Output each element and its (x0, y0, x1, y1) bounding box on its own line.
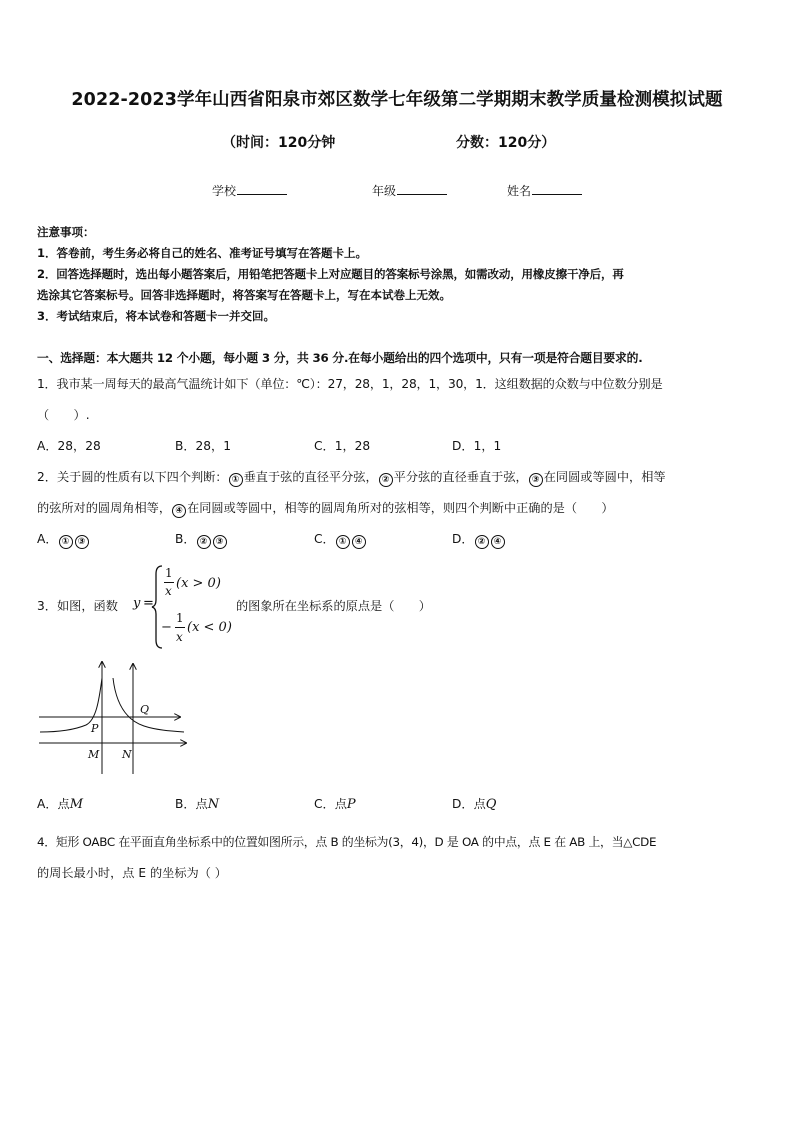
q3-option-d-label: D．点 (452, 797, 486, 811)
notes-heading: 注意事项： (37, 225, 95, 239)
q3-y: y (133, 596, 141, 611)
q4-stem-line1: 4．矩形 OABC 在平面直角坐标系中的位置如图所示，点 B 的坐标为(3，4)，D 是 OA 的中点，点 E 在 AB 上，当△CDE (37, 835, 657, 849)
q3-option-d-value: Q (485, 797, 497, 812)
q1-stem-line1: 1．我市某一周每天的最高气温统计如下（单位：℃）：27，28，1，28，1，30，1．这组数据的众数与中位数分别是 (37, 377, 663, 391)
q2-option-d (452, 530, 506, 549)
school-field (212, 182, 287, 199)
q2-option-a (37, 530, 90, 549)
q3-option-b-value: N (207, 797, 220, 812)
q3-hyperbola-figure (36, 656, 192, 780)
school-blank (237, 182, 287, 195)
q3-stem-post: 的图象所在坐标系的原点是（ ） (236, 599, 431, 613)
circled-4: ④ (352, 535, 366, 549)
q3-option-d (452, 795, 496, 812)
note-3: 3．考试结束后，将本试卷和答题卡一并交回。 (37, 309, 275, 323)
circled-4: ④ (172, 504, 186, 518)
point-n-label: N (122, 748, 132, 761)
piecewise-brace (150, 564, 166, 650)
piece2-numerator: 1 (176, 611, 184, 625)
piece1-condition: (x > 0) (176, 576, 221, 591)
circled-3: ③ (529, 473, 543, 487)
q1-stem-line2: （ ）. (37, 408, 90, 422)
q2-judgement-3: 在同圆或等圆中，相等 (543, 470, 666, 484)
q1-option-b: B．28，1 (175, 439, 231, 453)
q2-option-c (314, 530, 367, 549)
time-label: （时间：120分钟 (222, 135, 336, 151)
q2-option-b-label: B． (175, 532, 196, 546)
q3-option-a-label: A．点 (37, 797, 70, 811)
grade-label: 年级 (372, 184, 397, 198)
score-label: 分数：120分） (456, 135, 556, 151)
q3-option-b-label: B．点 (175, 797, 208, 811)
q2-option-b (175, 530, 228, 549)
q3-option-b (175, 795, 219, 812)
grade-blank (397, 182, 447, 195)
point-m-label: M (88, 748, 100, 761)
q2-option-c-label: C． (314, 532, 335, 546)
q2-judgement-1: 垂直于弦的直径平分弦， (243, 470, 378, 484)
note-1: 1．答卷前，考生务必将自己的姓名、准考证号填写在答题卡上。 (37, 246, 367, 260)
circled-1: ① (336, 535, 350, 549)
point-q-label: Q (140, 703, 150, 716)
q3-option-c (314, 795, 356, 812)
circled-3: ③ (213, 535, 227, 549)
q4-stem-line2: 的周长最小时，点 E 的坐标为（ ） (37, 866, 227, 880)
q1-option-a: A．28，28 (37, 439, 101, 453)
piece1-denominator: x (165, 584, 172, 598)
circled-1: ① (229, 473, 243, 487)
piece2-minus: − (161, 620, 172, 635)
q1-option-c: C．1，28 (314, 439, 371, 453)
piece2-fraction-bar (175, 627, 185, 628)
piece2-denominator: x (176, 630, 183, 644)
q2-line2-pre: 的弦所对的圆周角相等， (37, 501, 172, 515)
section-heading: 一、选择题：本大题共 12 个小题，每小题 3 分，共 36 分.在每小题给出的四个选项中，只有一项是符合题目要求的. (37, 351, 643, 365)
name-label: 姓名 (507, 184, 532, 198)
point-p-label: P (91, 722, 99, 735)
q3-option-a (37, 795, 83, 812)
q2-option-d-label: D． (452, 532, 474, 546)
q2-judgement-2: 平分弦的直径垂直于弦， (393, 470, 528, 484)
q3-option-c-label: C．点 (314, 797, 347, 811)
piece2-condition: (x < 0) (187, 620, 232, 635)
circled-2: ② (379, 473, 393, 487)
piece1-numerator: 1 (165, 566, 173, 580)
circled-3: ③ (75, 535, 89, 549)
name-blank (532, 182, 582, 195)
grade-field (372, 182, 447, 199)
circled-2: ② (475, 535, 489, 549)
exam-title: 2022-2023学年山西省阳泉市郊区数学七年级第二学期期末教学质量检测模拟试题 (71, 90, 723, 110)
q3-stem-pre: 3．如图，函数 (37, 599, 118, 613)
q3-option-a-value: M (69, 797, 84, 812)
circled-2: ② (197, 535, 211, 549)
note-2a: 2．回答选择题时，选出每小题答案后，用铅笔把答题卡上对应题目的答案标号涂黑，如需改动，用橡皮擦干净后，再 (37, 267, 624, 281)
q3-equals: = (143, 596, 154, 611)
circled-1: ① (59, 535, 73, 549)
name-field (507, 182, 582, 199)
q2-judgement-4: 在同圆或等圆中，相等的圆周角所对的弦相等，则四个判断中正确的是（ ） (187, 501, 614, 515)
school-label: 学校 (212, 184, 237, 198)
circled-4: ④ (491, 535, 505, 549)
q2-stem-line2 (37, 499, 614, 518)
q2-pre: 2．关于圆的性质有以下四个判断： (37, 470, 228, 484)
q1-option-d: D．1，1 (452, 439, 502, 453)
piece1-fraction-bar (164, 582, 174, 583)
q2-stem-line1 (37, 468, 666, 487)
note-2b: 选涂其它答案标号。回答非选择题时，将答案写在答题卡上，写在本试卷上无效。 (37, 288, 451, 302)
q3-option-c-value: P (346, 797, 356, 812)
q2-option-a-label: A． (37, 532, 58, 546)
